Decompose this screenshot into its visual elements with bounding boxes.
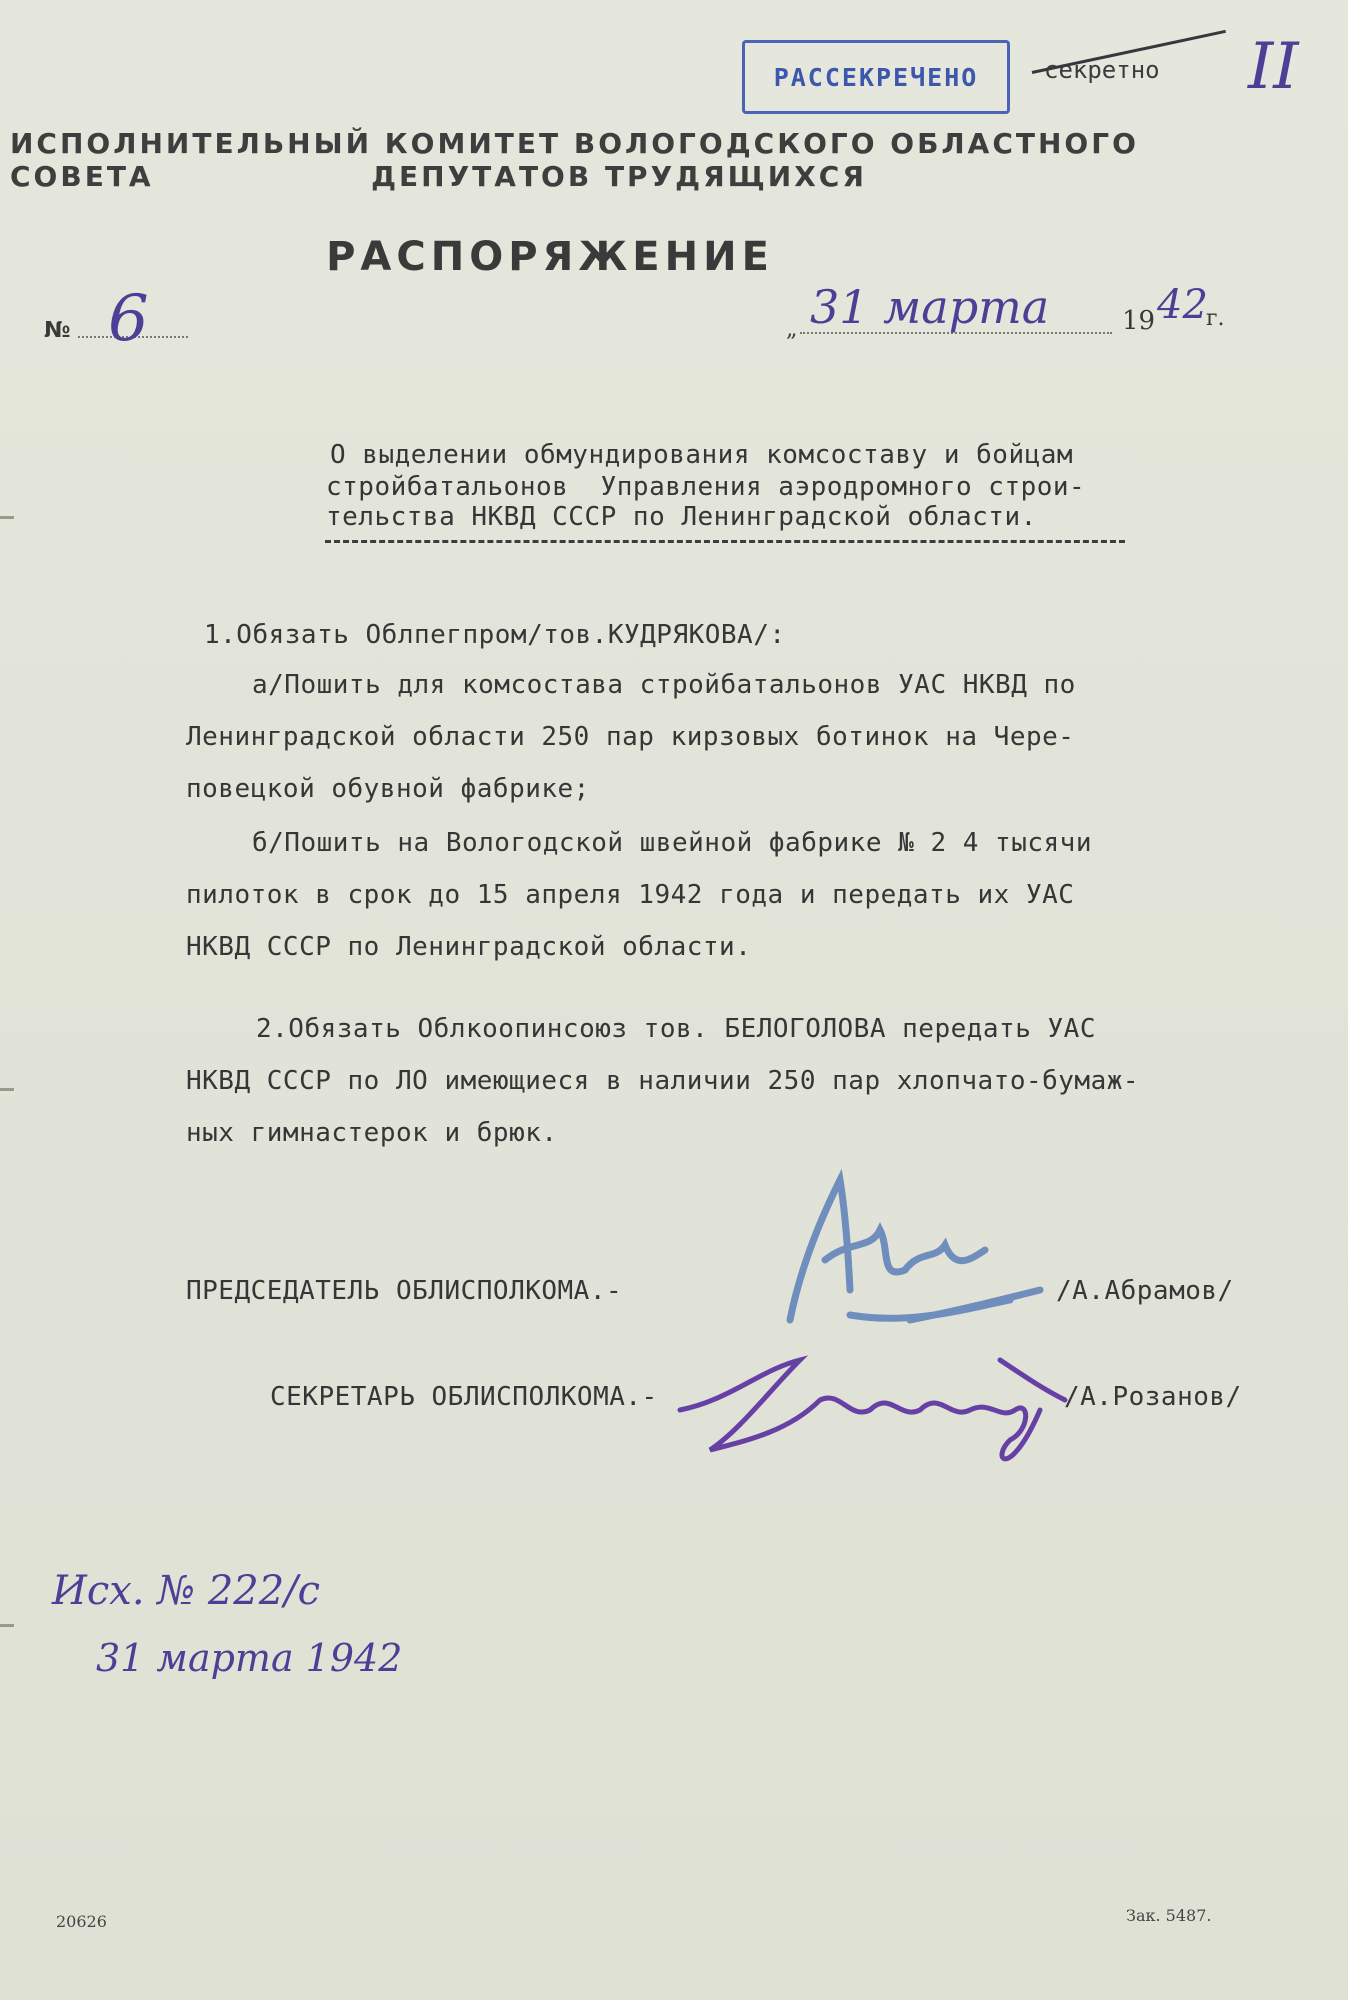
date-quote: „	[786, 317, 798, 342]
document-title: РАСПОРЯЖЕНИЕ	[326, 234, 774, 280]
item-1a-line: Ленинградской области 250 пар кирзовых ботинок на Чере-	[186, 722, 1075, 752]
declassified-stamp	[742, 40, 1010, 114]
subject-underline	[325, 540, 1125, 543]
item-1: 1.Обязать Облпегпром/тов.КУДРЯКОВА/:	[204, 620, 786, 650]
secretary-name: /А.Розанов/	[1064, 1382, 1242, 1412]
footer-archive-number: 20626	[56, 1912, 107, 1931]
binding-mark	[0, 1088, 14, 1091]
chair-signature	[730, 1150, 1050, 1360]
chair-name: /А.Абрамов/	[1056, 1276, 1234, 1306]
date-year-suffix: 42	[1157, 282, 1208, 328]
document-number: 6	[108, 282, 149, 356]
item-1b-line: б/Пошить на Вологодской швейной фабрике № 2 4 тысячи	[252, 828, 1092, 858]
number-label: №	[44, 318, 71, 343]
footer-order-number: Зак. 5487.	[1126, 1906, 1212, 1925]
item-1a-line: а/Пошить для комсостава стройбатальонов УАС НКВД по	[252, 670, 1076, 700]
outgoing-date: 31 марта 1942	[96, 1636, 403, 1680]
subject-line: О выделении обмундирования комсоставу и бойцам	[330, 440, 1074, 470]
secretary-signature	[670, 1330, 1070, 1500]
item-1a-line: повецкой обувной фабрике;	[186, 774, 590, 804]
declassified-stamp-text: РАССЕКРЕЧЕНО	[773, 62, 979, 92]
item-2-line: ных гимнастерок и брюк.	[186, 1118, 558, 1148]
item-2-line: НКВД СССР по ЛО имеющиеся в наличии 250 пар хлопчато-бумаж-	[186, 1066, 1140, 1096]
binding-mark	[0, 1624, 14, 1627]
classification-label: секретно	[1044, 56, 1160, 84]
item-2-line: 2.Обязать Облкоопинсоюз тов. БЕЛОГОЛОВА передать УАС	[256, 1014, 1096, 1044]
subject-line: тельства НКВД СССР по Ленинградской области.	[326, 502, 1037, 532]
chair-title: ПРЕДСЕДАТЕЛЬ ОБЛИСПОЛКОМА.-	[186, 1276, 623, 1306]
issuer-line-2: ДЕПУТАТОВ ТРУДЯЩИХСЯ	[371, 160, 867, 193]
subject-line: стройбатальонов Управления аэродромного строи-	[326, 472, 1086, 502]
secretary-title: СЕКРЕТАРЬ ОБЛИСПОЛКОМА.-	[270, 1382, 658, 1412]
issuer-line-1: ИСПОЛНИТЕЛЬНЫЙ КОМИТЕТ ВОЛОГОДСКОГО ОБЛАСТНОГО СОВЕТА	[10, 127, 1139, 193]
date-year-label: г.	[1206, 306, 1225, 331]
date-day-month: 31 марта	[810, 280, 1050, 334]
corner-handwritten-mark: II	[1248, 30, 1299, 104]
outgoing-number: Исх. № 222/с	[52, 1568, 321, 1614]
date-year-prefix: 19	[1122, 306, 1156, 336]
binding-mark	[0, 516, 14, 519]
item-1b-line: пилоток в срок до 15 апреля 1942 года и передать их УАС	[186, 880, 1075, 910]
item-1b-line: НКВД СССР по Ленинградской области.	[186, 932, 752, 962]
